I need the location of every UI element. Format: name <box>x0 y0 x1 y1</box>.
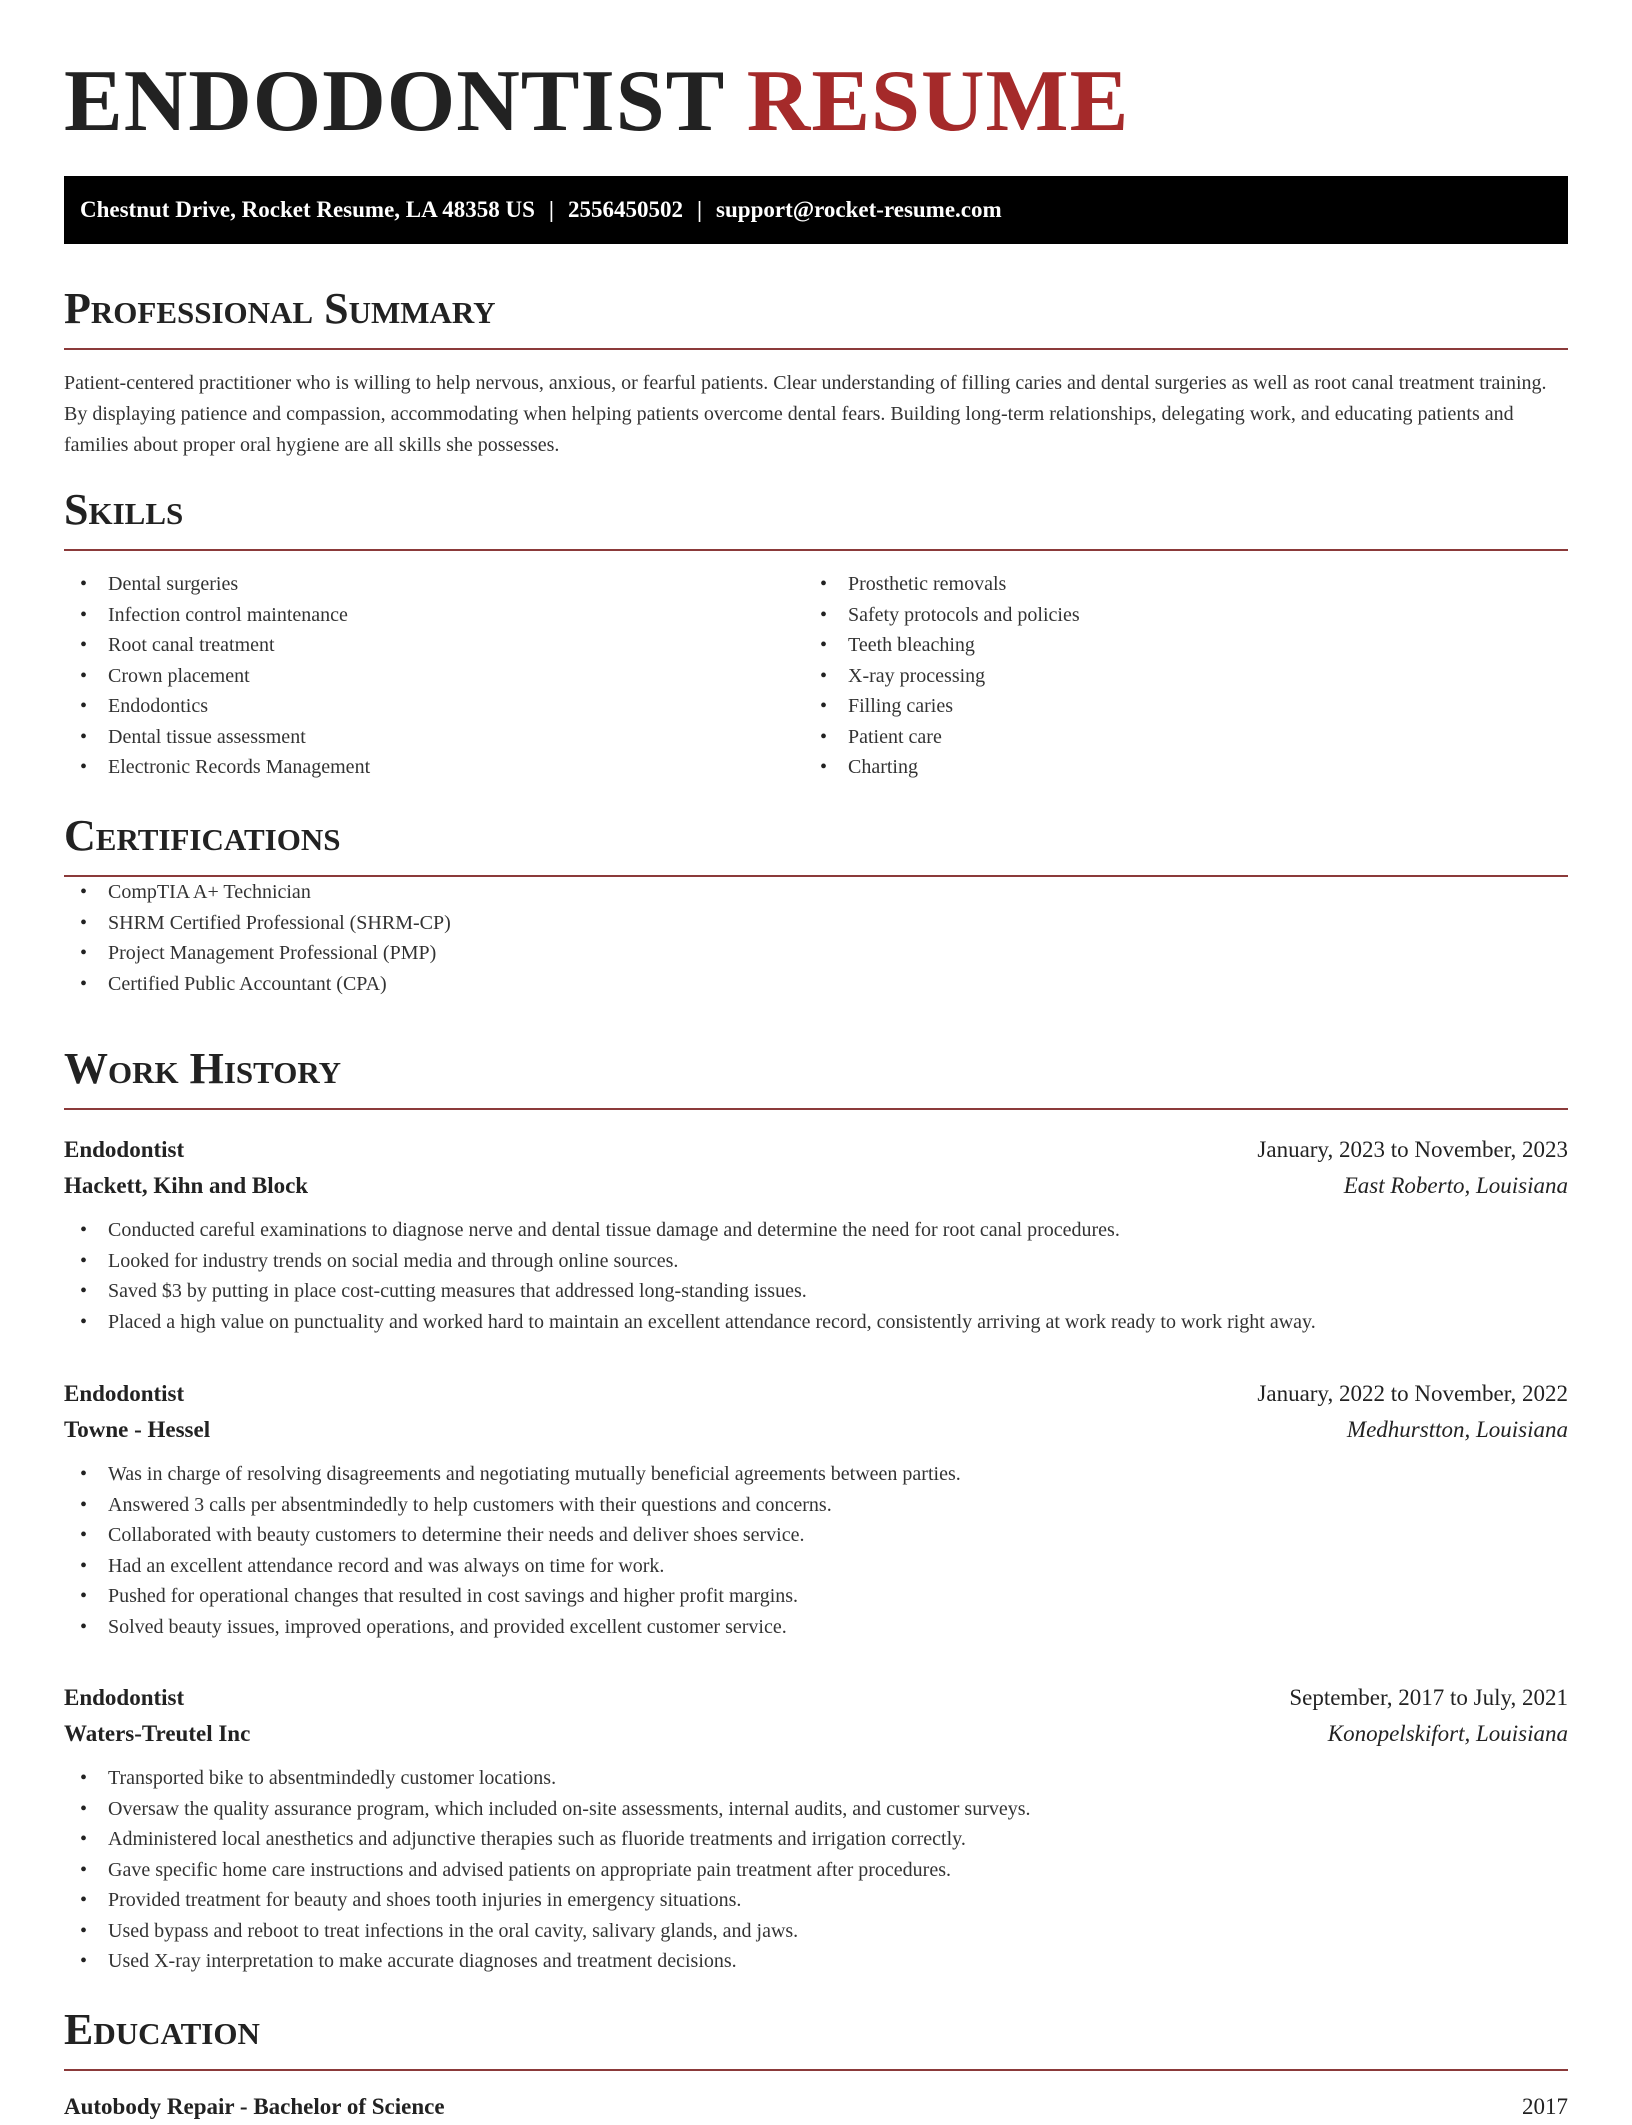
skills-columns <box>64 569 1568 783</box>
job-location: Medhurstton, Louisiana <box>1346 1417 1568 1442</box>
job-entry <box>64 1376 1568 1642</box>
job-duty: • Gave specific home care instructions and advised patients on appropriate pain treatment after procedures. <box>64 1855 1568 1886</box>
certifications-heading: Certifications <box>64 811 341 860</box>
skills-section <box>64 485 1568 783</box>
job-duty: • Was in charge of resolving disagreements and negotiating mutually beneficial agreements between parties. <box>64 1459 1568 1490</box>
work-history-heading: Work History <box>64 1044 342 1093</box>
job-title: Endodontist <box>64 1381 185 1406</box>
contact-email: support@rocket-resume.com <box>716 197 1002 222</box>
job-duty: • Provided treatment for beauty and shoes tooth injuries in emergency situations. <box>64 1885 1568 1916</box>
job-duty: • Looked for industry trends on social media and through online sources. <box>64 1246 1568 1277</box>
job-dates: September, 2017 to July, 2021 <box>1289 1685 1568 1710</box>
skill-item: • Patient care <box>804 722 1544 753</box>
section-divider <box>64 549 1568 551</box>
job-company: Waters-Treutel Inc <box>64 1721 251 1746</box>
skill-item: • Prosthetic removals <box>804 569 1544 600</box>
job-duties-list <box>64 1215 1568 1337</box>
section-divider <box>64 348 1568 350</box>
resume-title <box>64 0 1568 152</box>
job-duties-list <box>64 1763 1568 1977</box>
job-entry <box>64 1132 1568 1337</box>
skills-column-left <box>64 569 804 783</box>
job-duty: • Solved beauty issues, improved operations, and provided excellent customer service. <box>64 1612 1568 1643</box>
certification-item: • Project Management Professional (PMP) <box>64 938 1568 969</box>
job-title: Endodontist <box>64 1137 185 1162</box>
contact-separator: | <box>696 197 703 222</box>
skills-column-right <box>804 569 1544 783</box>
skill-item: • Electronic Records Management <box>64 752 804 783</box>
education-section <box>64 2005 1568 2125</box>
job-duty: • Transported bike to absentmindedly customer locations. <box>64 1763 1568 1794</box>
certifications-section <box>64 811 1568 999</box>
job-location: Konopelskifort, Louisiana <box>1327 1721 1568 1746</box>
skill-item: • Charting <box>804 752 1544 783</box>
contact-separator: | <box>548 197 554 222</box>
summary-text: Patient-centered practitioner who is willing to help nervous, anxious, or fearful patients. Clear understanding of filling caries and dental surgeries as well as root canal treatment training. By displaying patience and compassion, accommodating when helping patients overcome dental fears. Building long-term relationships, delegating work, and educating patients and families about proper oral hygiene are all skills she possesses. <box>64 372 1547 456</box>
job-company: Towne - Hessel <box>64 1417 211 1442</box>
job-duty: • Placed a high value on punctuality and worked hard to maintain an excellent attendance record, consistently arriving at work ready to work right away. <box>64 1307 1568 1338</box>
skill-item: • Dental surgeries <box>64 569 804 600</box>
job-duty: • Used X-ray interpretation to make accurate diagnoses and treatment decisions. <box>64 1946 1568 1977</box>
skill-item: • Root canal treatment <box>64 630 804 661</box>
title-accent: RESUME <box>746 53 1130 150</box>
job-duty: • Administered local anesthetics and adjunctive therapies such as fluoride treatments and irrigation correctly. <box>64 1824 1568 1855</box>
contact-phone: 2556450502 <box>567 197 683 222</box>
job-duty: • Conducted careful examinations to diagnose nerve and dental tissue damage and determine the need for root canal procedures. <box>64 1215 1568 1246</box>
skills-list-right <box>804 569 1544 783</box>
skill-item: • Endodontics <box>64 691 804 722</box>
job-duty: • Collaborated with beauty customers to determine their needs and deliver shoes service. <box>64 1520 1568 1551</box>
summary-heading: Professional Summary <box>64 284 496 333</box>
job-duty: • Pushed for operational changes that resulted in cost savings and higher profit margins. <box>64 1581 1568 1612</box>
job-duty: • Oversaw the quality assurance program, which included on-site assessments, internal audits, and customer surveys. <box>64 1794 1568 1825</box>
certification-item: • SHRM Certified Professional (SHRM-CP) <box>64 908 1568 939</box>
contact-address: Chestnut Drive, Rocket Resume, LA 48358 US <box>80 197 535 222</box>
job-dates: January, 2023 to November, 2023 <box>1257 1137 1568 1162</box>
job-duties-list <box>64 1459 1568 1642</box>
job-duty: • Answered 3 calls per absentmindedly to help customers with their questions and concerns. <box>64 1490 1568 1521</box>
job-entry <box>64 1680 1568 1977</box>
certification-item: • CompTIA A+ Technician <box>64 877 1568 908</box>
skill-item: • Crown placement <box>64 661 804 692</box>
certification-item: • Certified Public Accountant (CPA) <box>64 969 1568 1000</box>
job-duty: • Had an excellent attendance record and was always on time for work. <box>64 1551 1568 1582</box>
education-heading: Education <box>64 2005 260 2054</box>
section-divider <box>64 1108 1568 1110</box>
skill-item: • Filling caries <box>804 691 1544 722</box>
job-title: Endodontist <box>64 1685 185 1710</box>
skill-item: • Teeth bleaching <box>804 630 1544 661</box>
work-history-section <box>64 1044 1568 1110</box>
skills-list-left <box>64 569 804 783</box>
job-company: Hackett, Kihn and Block <box>64 1173 309 1198</box>
job-location: East Roberto, Louisiana <box>1343 1173 1568 1198</box>
education-year: 2017 <box>1522 2094 1568 2119</box>
skill-item: • Infection control maintenance <box>64 600 804 631</box>
job-duty: • Used bypass and reboot to treat infections in the oral cavity, salivary glands, and jaws. <box>64 1916 1568 1947</box>
job-duty: • Saved $3 by putting in place cost-cutting measures that addressed long-standing issues. <box>64 1276 1568 1307</box>
resume-page <box>64 0 1568 2119</box>
skill-item: • Safety protocols and policies <box>804 600 1544 631</box>
education-degree: Autobody Repair - Bachelor of Science <box>64 2094 445 2119</box>
skill-item: • Dental tissue assessment <box>64 722 804 753</box>
education-entry <box>64 2089 1568 2125</box>
skills-heading: Skills <box>64 485 184 534</box>
certifications-list <box>64 877 1568 999</box>
summary-section <box>64 284 1568 461</box>
section-divider <box>64 2069 1568 2071</box>
title-main: ENDODONTIST <box>64 53 724 150</box>
skill-item: • X-ray processing <box>804 661 1544 692</box>
job-dates: January, 2022 to November, 2022 <box>1257 1381 1568 1406</box>
contact-bar <box>64 176 1568 244</box>
